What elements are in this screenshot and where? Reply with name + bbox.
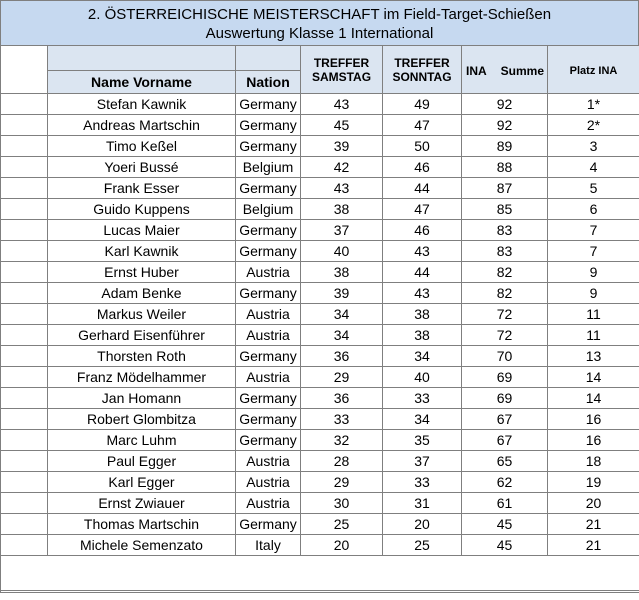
header-place [548, 46, 639, 94]
sunday-cell: 38 [383, 304, 462, 325]
sunday-cell: 50 [383, 136, 462, 157]
table-row [1, 157, 639, 178]
sunday-cell: 46 [383, 157, 462, 178]
sum-cell: 67 [462, 409, 548, 430]
sum-cell: 70 [462, 346, 548, 367]
table-row [1, 493, 639, 514]
saturday-cell: 34 [301, 325, 383, 346]
table-row [1, 136, 639, 157]
row-index-cell [1, 325, 48, 346]
place-cell: 21 [548, 514, 639, 535]
sunday-cell: 33 [383, 388, 462, 409]
table-row [1, 451, 639, 472]
saturday-cell: 30 [301, 493, 383, 514]
sum-cell: 69 [462, 367, 548, 388]
name-cell: Stefan Kawnik [48, 94, 236, 115]
sum-cell: 88 [462, 157, 548, 178]
sum-cell: 45 [462, 514, 548, 535]
place-cell: 2* [548, 115, 639, 136]
table-row [1, 262, 639, 283]
bottom-rule [0, 590, 639, 591]
place-cell: 20 [548, 493, 639, 514]
place-cell: 6 [548, 199, 639, 220]
nation-cell: Belgium [236, 157, 301, 178]
saturday-cell: 20 [301, 535, 383, 556]
header-name: Name Vorname [48, 71, 236, 94]
sunday-cell: 46 [383, 220, 462, 241]
row-index-cell [1, 304, 48, 325]
saturday-cell: 40 [301, 241, 383, 262]
header-saturday [301, 46, 383, 94]
table-row [1, 388, 639, 409]
sunday-cell: 44 [383, 178, 462, 199]
name-cell: Thomas Martschin [48, 514, 236, 535]
row-index-cell [1, 367, 48, 388]
table-row [1, 199, 639, 220]
sum-cell: 87 [462, 178, 548, 199]
place-cell: 11 [548, 304, 639, 325]
header-sunday-line1: TREFFER [394, 55, 450, 70]
name-cell: Gerhard Eisenführer [48, 325, 236, 346]
saturday-cell: 25 [301, 514, 383, 535]
saturday-cell: 39 [301, 283, 383, 304]
saturday-cell: 42 [301, 157, 383, 178]
row-index-cell [1, 94, 48, 115]
row-index-cell [1, 535, 48, 556]
sum-cell: 82 [462, 262, 548, 283]
results-body [1, 94, 639, 556]
name-cell: Andreas Martschin [48, 115, 236, 136]
name-cell: Marc Luhm [48, 430, 236, 451]
table-row [1, 220, 639, 241]
sum-cell: 45 [462, 535, 548, 556]
table-row [1, 472, 639, 493]
place-cell: 7 [548, 241, 639, 262]
nation-cell: Austria [236, 493, 301, 514]
nation-cell: Germany [236, 409, 301, 430]
row-index-cell [1, 472, 48, 493]
name-cell: Thorsten Roth [48, 346, 236, 367]
nation-cell: Austria [236, 325, 301, 346]
saturday-cell: 43 [301, 94, 383, 115]
place-cell: 1* [548, 94, 639, 115]
nation-cell: Germany [236, 94, 301, 115]
page-subtitle: Auswertung Klasse 1 International [205, 25, 434, 42]
saturday-cell: 38 [301, 262, 383, 283]
row-index-cell [1, 346, 48, 367]
row-index-cell [1, 157, 48, 178]
table-row [1, 241, 639, 262]
name-cell: Guido Kuppens [48, 199, 236, 220]
row-index-cell [1, 451, 48, 472]
row-index-cell [1, 115, 48, 136]
table-footer-spacer [1, 556, 639, 593]
nation-cell: Austria [236, 304, 301, 325]
nation-cell: Germany [236, 115, 301, 136]
sum-cell: 62 [462, 472, 548, 493]
nation-cell: Austria [236, 262, 301, 283]
header-row-top [1, 46, 639, 71]
place-cell: 9 [548, 262, 639, 283]
name-cell: Frank Esser [48, 178, 236, 199]
row-index-cell [1, 430, 48, 451]
saturday-cell: 43 [301, 178, 383, 199]
sunday-cell: 34 [383, 409, 462, 430]
name-cell: Karl Kawnik [48, 241, 236, 262]
header-sum: Summe [500, 63, 545, 78]
name-cell: Jan Homann [48, 388, 236, 409]
saturday-cell: 32 [301, 430, 383, 451]
sum-cell: 83 [462, 220, 548, 241]
header-saturday-line2: SAMSTAG [311, 69, 372, 84]
row-index-cell [1, 241, 48, 262]
nation-cell: Germany [236, 430, 301, 451]
place-cell: 4 [548, 157, 639, 178]
name-cell: Ernst Huber [48, 262, 236, 283]
sunday-cell: 25 [383, 535, 462, 556]
table-row [1, 367, 639, 388]
name-cell: Yoeri Bussé [48, 157, 236, 178]
saturday-cell: 36 [301, 346, 383, 367]
header-nation: Nation [236, 71, 301, 94]
table-row [1, 178, 639, 199]
table-row [1, 304, 639, 325]
table-row [1, 535, 639, 556]
sum-cell: 83 [462, 241, 548, 262]
place-cell: 16 [548, 430, 639, 451]
saturday-cell: 38 [301, 199, 383, 220]
sum-cell: 89 [462, 136, 548, 157]
place-cell: 18 [548, 451, 639, 472]
header-sunday [383, 46, 462, 94]
sunday-cell: 35 [383, 430, 462, 451]
sum-cell: 67 [462, 430, 548, 451]
place-cell: 14 [548, 367, 639, 388]
name-cell: Michele Semenzato [48, 535, 236, 556]
nation-cell: Austria [236, 451, 301, 472]
header-sunday-line2: SONNTAG [392, 69, 452, 84]
sunday-cell: 37 [383, 451, 462, 472]
row-index-cell [1, 262, 48, 283]
name-cell: Lucas Maier [48, 220, 236, 241]
place-cell: 21 [548, 535, 639, 556]
place-cell: 19 [548, 472, 639, 493]
sum-cell: 61 [462, 493, 548, 514]
sum-cell: 65 [462, 451, 548, 472]
table-row [1, 430, 639, 451]
nation-cell: Germany [236, 514, 301, 535]
header-blank-cell [1, 46, 48, 94]
nation-cell: Germany [236, 241, 301, 262]
saturday-cell: 29 [301, 367, 383, 388]
nation-cell: Germany [236, 388, 301, 409]
header-saturday-line1: TREFFER [313, 55, 370, 70]
table-row [1, 409, 639, 430]
name-cell: Timo Keßel [48, 136, 236, 157]
sunday-cell: 20 [383, 514, 462, 535]
nation-cell: Germany [236, 283, 301, 304]
footer-empty [1, 556, 639, 593]
row-index-cell [1, 388, 48, 409]
row-index-cell [1, 136, 48, 157]
sunday-cell: 31 [383, 493, 462, 514]
place-cell: 16 [548, 409, 639, 430]
table-row [1, 346, 639, 367]
place-cell: 7 [548, 220, 639, 241]
nation-cell: Germany [236, 136, 301, 157]
nation-cell: Belgium [236, 199, 301, 220]
table-row [1, 283, 639, 304]
page-title: 2. ÖSTERREICHISCHE MEISTERSCHAFT im Field-Target-Schießen [87, 6, 552, 23]
row-index-cell [1, 514, 48, 535]
table-row [1, 94, 639, 115]
name-cell: Adam Benke [48, 283, 236, 304]
row-index-cell [1, 178, 48, 199]
header-blank-name [48, 46, 236, 71]
row-index-cell [1, 199, 48, 220]
row-index-cell [1, 493, 48, 514]
place-cell: 5 [548, 178, 639, 199]
row-index-cell [1, 283, 48, 304]
row-index-cell [1, 220, 48, 241]
name-cell: Paul Egger [48, 451, 236, 472]
saturday-cell: 34 [301, 304, 383, 325]
sunday-cell: 34 [383, 346, 462, 367]
place-cell: 13 [548, 346, 639, 367]
header-ina: INA [466, 63, 487, 78]
saturday-cell: 45 [301, 115, 383, 136]
place-cell: 11 [548, 325, 639, 346]
nation-cell: Austria [236, 472, 301, 493]
nation-cell: Austria [236, 367, 301, 388]
sum-cell: 72 [462, 325, 548, 346]
header-place-label: Platz INA [569, 65, 618, 77]
saturday-cell: 36 [301, 388, 383, 409]
nation-cell: Germany [236, 220, 301, 241]
name-cell: Ernst Zwiauer [48, 493, 236, 514]
table-row [1, 115, 639, 136]
nation-cell: Germany [236, 178, 301, 199]
sunday-cell: 44 [383, 262, 462, 283]
place-cell: 14 [548, 388, 639, 409]
saturday-cell: 37 [301, 220, 383, 241]
sunday-cell: 43 [383, 241, 462, 262]
row-index-cell [1, 409, 48, 430]
table-row [1, 325, 639, 346]
header-blank-nation [236, 46, 301, 71]
sunday-cell: 43 [383, 283, 462, 304]
sum-cell: 72 [462, 304, 548, 325]
sum-cell: 92 [462, 115, 548, 136]
sunday-cell: 47 [383, 199, 462, 220]
place-cell: 3 [548, 136, 639, 157]
name-cell: Robert Glombitza [48, 409, 236, 430]
place-cell: 9 [548, 283, 639, 304]
table-row [1, 514, 639, 535]
saturday-cell: 28 [301, 451, 383, 472]
nation-cell: Germany [236, 346, 301, 367]
saturday-cell: 39 [301, 136, 383, 157]
sum-cell: 92 [462, 94, 548, 115]
sunday-cell: 40 [383, 367, 462, 388]
title-block [0, 0, 639, 46]
name-cell: Karl Egger [48, 472, 236, 493]
header-ina-sum [462, 46, 548, 94]
sum-cell: 85 [462, 199, 548, 220]
nation-cell: Italy [236, 535, 301, 556]
saturday-cell: 33 [301, 409, 383, 430]
sum-cell: 69 [462, 388, 548, 409]
sunday-cell: 47 [383, 115, 462, 136]
saturday-cell: 29 [301, 472, 383, 493]
sunday-cell: 38 [383, 325, 462, 346]
results-table [0, 45, 639, 593]
sum-cell: 82 [462, 283, 548, 304]
sunday-cell: 33 [383, 472, 462, 493]
name-cell: Markus Weiler [48, 304, 236, 325]
name-cell: Franz Mödelhammer [48, 367, 236, 388]
sunday-cell: 49 [383, 94, 462, 115]
